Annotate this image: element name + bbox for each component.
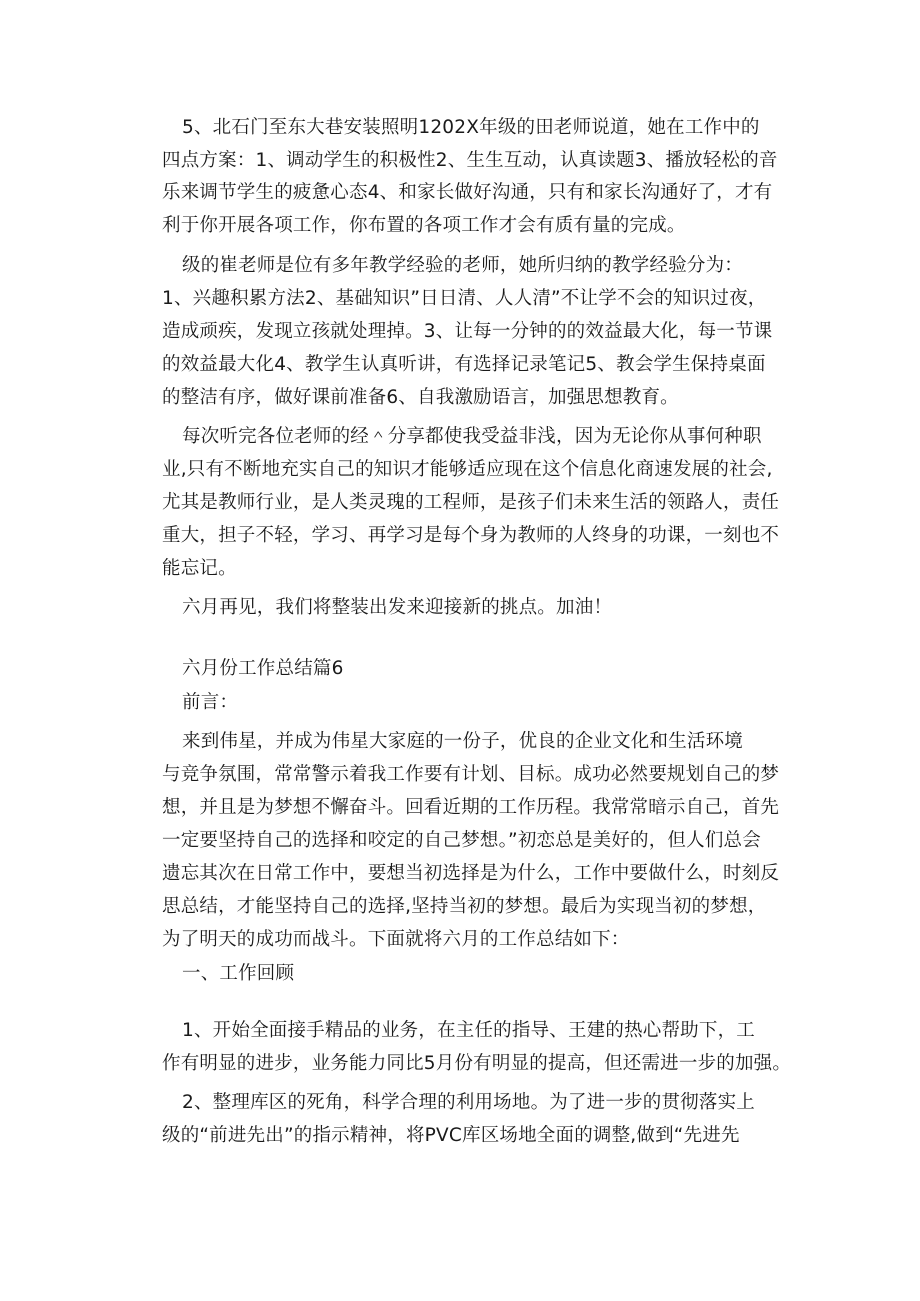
preface-label: 前言： (182, 692, 239, 713)
paragraph-line: 能忘记。 (162, 558, 237, 579)
paragraph-line: 与竞争氛围，常常警示着我工作要有计划、目标。成功必然要规划自己的梦 (162, 764, 780, 785)
paragraph-line: 每次听完各位老师的经＾分享都使我受益非浅，因为无论你从事何种职 (182, 426, 762, 447)
section-heading: 六月份工作总结篇6 (182, 658, 344, 679)
paragraph-line: 2、整理库区的死角，科学合理的利用场地。为了进一步的贯彻落实上 (182, 1092, 755, 1113)
paragraph-line: 级的崔老师是位有多年教学经验的老师，她所归纳的教学经验分为： (182, 255, 744, 276)
paragraph-line: 重大，担子不轻，学习、再学习是每个身为教师的人终身的功课，一刻也不 (162, 525, 780, 546)
paragraph-line: 一定要坚持自己的选择和咬定的自己梦想。”初恋总是美好的，但人们总会 (162, 830, 761, 851)
paragraph-line: 遗忘其次在日常工作中，要想当初选择是为什么，工作中要做什么，时刻反 (162, 863, 780, 884)
paragraph-line: 1、开始全面接手精品的业务，在主任的指导、王建的热心帮助下，工 (182, 1020, 755, 1041)
paragraph-line: 级的“前进先出”的指示精神，将PVC库区场地全面的调整,做到“先进先 (162, 1125, 740, 1146)
paragraph-line: 业,只有不断地充实自己的知识才能够适应现在这个信息化商速发展的社会, (162, 459, 773, 480)
paragraph-line: 思总结，才能坚持自己的选择,坚持当初的梦想。最后为实现当初的梦想， (162, 896, 767, 917)
paragraph-line: 1、兴趣积累方法2、基础知识”日日清、人人清”不让学不会的知识过夜， (162, 288, 767, 309)
paragraph-line: 作有明显的进步，业务能力同比5月份有明显的提高，但还需进一步的加强。 (162, 1053, 792, 1074)
paragraph-line: 为了明天的成功而战斗。下面就将六月的工作总结如下： (162, 929, 630, 950)
paragraph-line: 5、北石门至东大巷安装照明1202X年级的田老师说道，她在工作中的 (182, 117, 760, 138)
paragraph-line: 的效益最大化4、教学生认真听讲，有选择记录笔记5、教会学生保持桌面 (162, 354, 766, 375)
paragraph-line: 造成顽疾，发现立孩就处理掉。3、让每一分钟的的效益最大化，每一节课 (162, 321, 773, 342)
subsection-heading: 一、工作回顾 (182, 963, 295, 984)
paragraph-line: 来到伟星，并成为伟星大家庭的一份子，优良的企业文化和生活环境 (182, 731, 744, 752)
paragraph-line: 尤其是教师行业，是人类灵瑰的工程师，是孩子们未来生活的领路人，责任 (162, 492, 780, 513)
paragraph-line: 利于你开展各项工作，你布置的各项工作才会有质有量的完成。 (162, 215, 686, 236)
paragraph-line: 乐来调节学生的疲惫心态4、和家长做好沟通，只有和家长沟通好了，才有 (162, 182, 773, 203)
paragraph-line: 的整洁有序，做好课前准备6、自我激励语言，加强思想教育。 (162, 387, 679, 408)
paragraph-line: 想，并且是为梦想不懈奋斗。回看近期的工作历程。我常常暗示自己，首先 (162, 797, 780, 818)
paragraph-line: 四点方案：1、调动学生的积极性2、生生互动，认真读题3、播放轻松的音 (162, 150, 778, 171)
paragraph-line: 六月再见，我们将整装出发来迎接新的挑点。加油！ (182, 597, 613, 618)
